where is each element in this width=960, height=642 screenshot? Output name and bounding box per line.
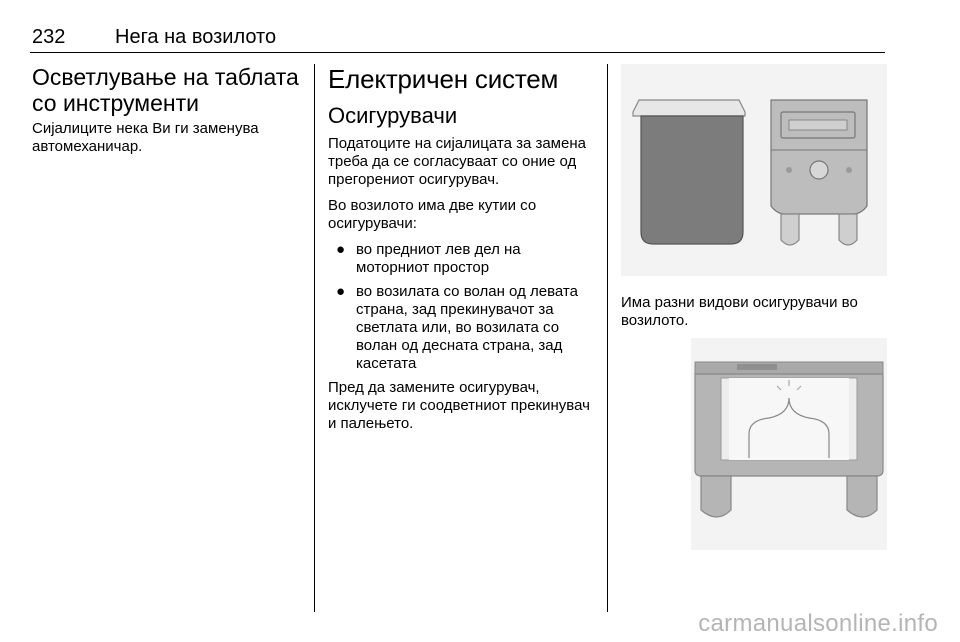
page-header (30, 26, 885, 53)
fuse-paragraph-1: Податоците на сијалицата за замена треба да се согласуваат со ониe од прегорениот осигурувач. (328, 135, 586, 188)
fuse-paragraph-2: Во возилото има две кутии со осигурувачи: (328, 197, 537, 232)
column-left (32, 64, 304, 164)
column-right (621, 64, 887, 550)
fuse-box-list (328, 241, 596, 373)
bullet-icon: ● (336, 241, 346, 258)
section-title: Електричен систем (328, 64, 559, 94)
dashboard-lighting-text: Сијалиците нека Ви ги заменува автомеханичар. (32, 120, 259, 155)
fuse-types-caption: Има разни видови осигурувачи во возилото. (621, 294, 858, 329)
column-divider-left (314, 64, 315, 612)
subsection-title: Осигурувачи (328, 103, 458, 128)
list-item: ● во предниот лев дел на моторниот простор (336, 241, 521, 276)
dashboard-lighting-heading: Осветлување на таблата со инструменти (32, 64, 299, 116)
fuse-paragraph-3: Пред да замените осигурувач, исклучете ги соодветниот прекинувач и палењето. (328, 379, 590, 432)
running-title: Нега на возилото (115, 26, 277, 48)
fuse-closeup-illustration (691, 338, 887, 550)
list-item: ● во возилата со волан од левата страна, зад прекинувачот за светлата или, во возилата со волан од десната страна, зад касетата (336, 283, 578, 372)
page-number: 232 (32, 26, 66, 48)
fuse-types-illustration (621, 64, 887, 276)
column-middle (328, 64, 596, 441)
column-divider-right (607, 64, 608, 612)
bullet-icon: ● (336, 283, 346, 300)
watermark: carmanualsonline.info (698, 610, 938, 637)
